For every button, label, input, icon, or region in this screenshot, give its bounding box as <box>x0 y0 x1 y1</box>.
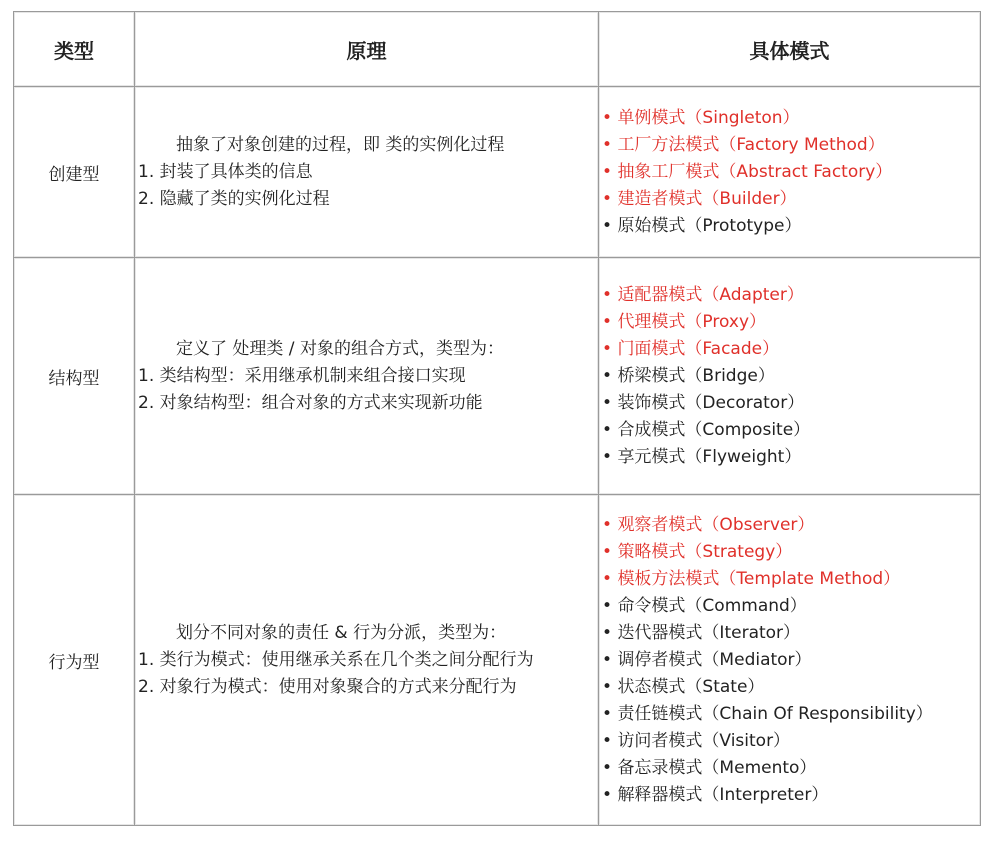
principle-cell <box>135 87 599 258</box>
table-row-structural <box>14 258 981 495</box>
principle-summary: 划分不同对象的责任 & 行为分派，类型为： <box>176 622 507 643</box>
pattern-item: • 调停者模式（Mediator） <box>602 647 980 674</box>
pattern-list <box>602 512 980 809</box>
pattern-item: • 适配器模式（Adapter） <box>602 282 980 309</box>
pattern-item: • 建造者模式（Builder） <box>602 186 980 213</box>
principle-cell <box>135 495 599 826</box>
principle-summary: 抽象了对象创建的过程，即 类的实例化过程 <box>176 134 505 155</box>
pattern-item: • 合成模式（Composite） <box>602 417 980 444</box>
principle-point: 2. 对象结构型：组合对象的方式来实现新功能 <box>138 392 483 413</box>
header-patterns: 具体模式 <box>599 12 981 87</box>
pattern-item: • 模板方法模式（Template Method） <box>602 566 980 593</box>
pattern-item: • 迭代器模式（Iterator） <box>602 620 980 647</box>
pattern-item: • 状态模式（State） <box>602 674 980 701</box>
principle-point: 1. 类结构型：采用继承机制来组合接口实现 <box>138 365 466 386</box>
pattern-item: • 责任链模式（Chain Of Responsibility） <box>602 701 980 728</box>
principle-summary: 定义了 处理类 / 对象的组合方式，类型为： <box>176 338 504 359</box>
pattern-item: • 观察者模式（Observer） <box>602 512 980 539</box>
table-row-creational <box>14 87 981 258</box>
table-row-behavioral <box>14 495 981 826</box>
header-principle: 原理 <box>135 12 599 87</box>
principle-point: 1. 类行为模式：使用继承关系在几个类之间分配行为 <box>138 649 534 670</box>
pattern-list <box>602 105 980 240</box>
patterns-cell <box>599 258 981 495</box>
type-cell: 结构型 <box>14 258 135 495</box>
pattern-item: • 备忘录模式（Memento） <box>602 755 980 782</box>
header-row <box>14 12 981 87</box>
pattern-item: • 策略模式（Strategy） <box>602 539 980 566</box>
pattern-item: • 工厂方法模式（Factory Method） <box>602 132 980 159</box>
design-patterns-table <box>13 11 981 826</box>
pattern-item: • 单例模式（Singleton） <box>602 105 980 132</box>
principle-cell <box>135 258 599 495</box>
principle-point: 2. 隐藏了类的实例化过程 <box>138 188 330 209</box>
patterns-cell <box>599 87 981 258</box>
pattern-item: • 原始模式（Prototype） <box>602 213 980 240</box>
type-cell: 创建型 <box>14 87 135 258</box>
pattern-item: • 桥梁模式（Bridge） <box>602 363 980 390</box>
pattern-item: • 门面模式（Facade） <box>602 336 980 363</box>
pattern-item: • 访问者模式（Visitor） <box>602 728 980 755</box>
patterns-cell <box>599 495 981 826</box>
pattern-item: • 享元模式（Flyweight） <box>602 444 980 471</box>
principle-point: 1. 封装了具体类的信息 <box>138 161 313 182</box>
pattern-list <box>602 282 980 471</box>
pattern-item: • 解释器模式（Interpreter） <box>602 782 980 809</box>
pattern-item: • 抽象工厂模式（Abstract Factory） <box>602 159 980 186</box>
type-cell: 行为型 <box>14 495 135 826</box>
principle-point: 2. 对象行为模式：使用对象聚合的方式来分配行为 <box>138 676 517 697</box>
pattern-item: • 命令模式（Command） <box>602 593 980 620</box>
pattern-item: • 代理模式（Proxy） <box>602 309 980 336</box>
header-type: 类型 <box>14 12 135 87</box>
pattern-item: • 装饰模式（Decorator） <box>602 390 980 417</box>
